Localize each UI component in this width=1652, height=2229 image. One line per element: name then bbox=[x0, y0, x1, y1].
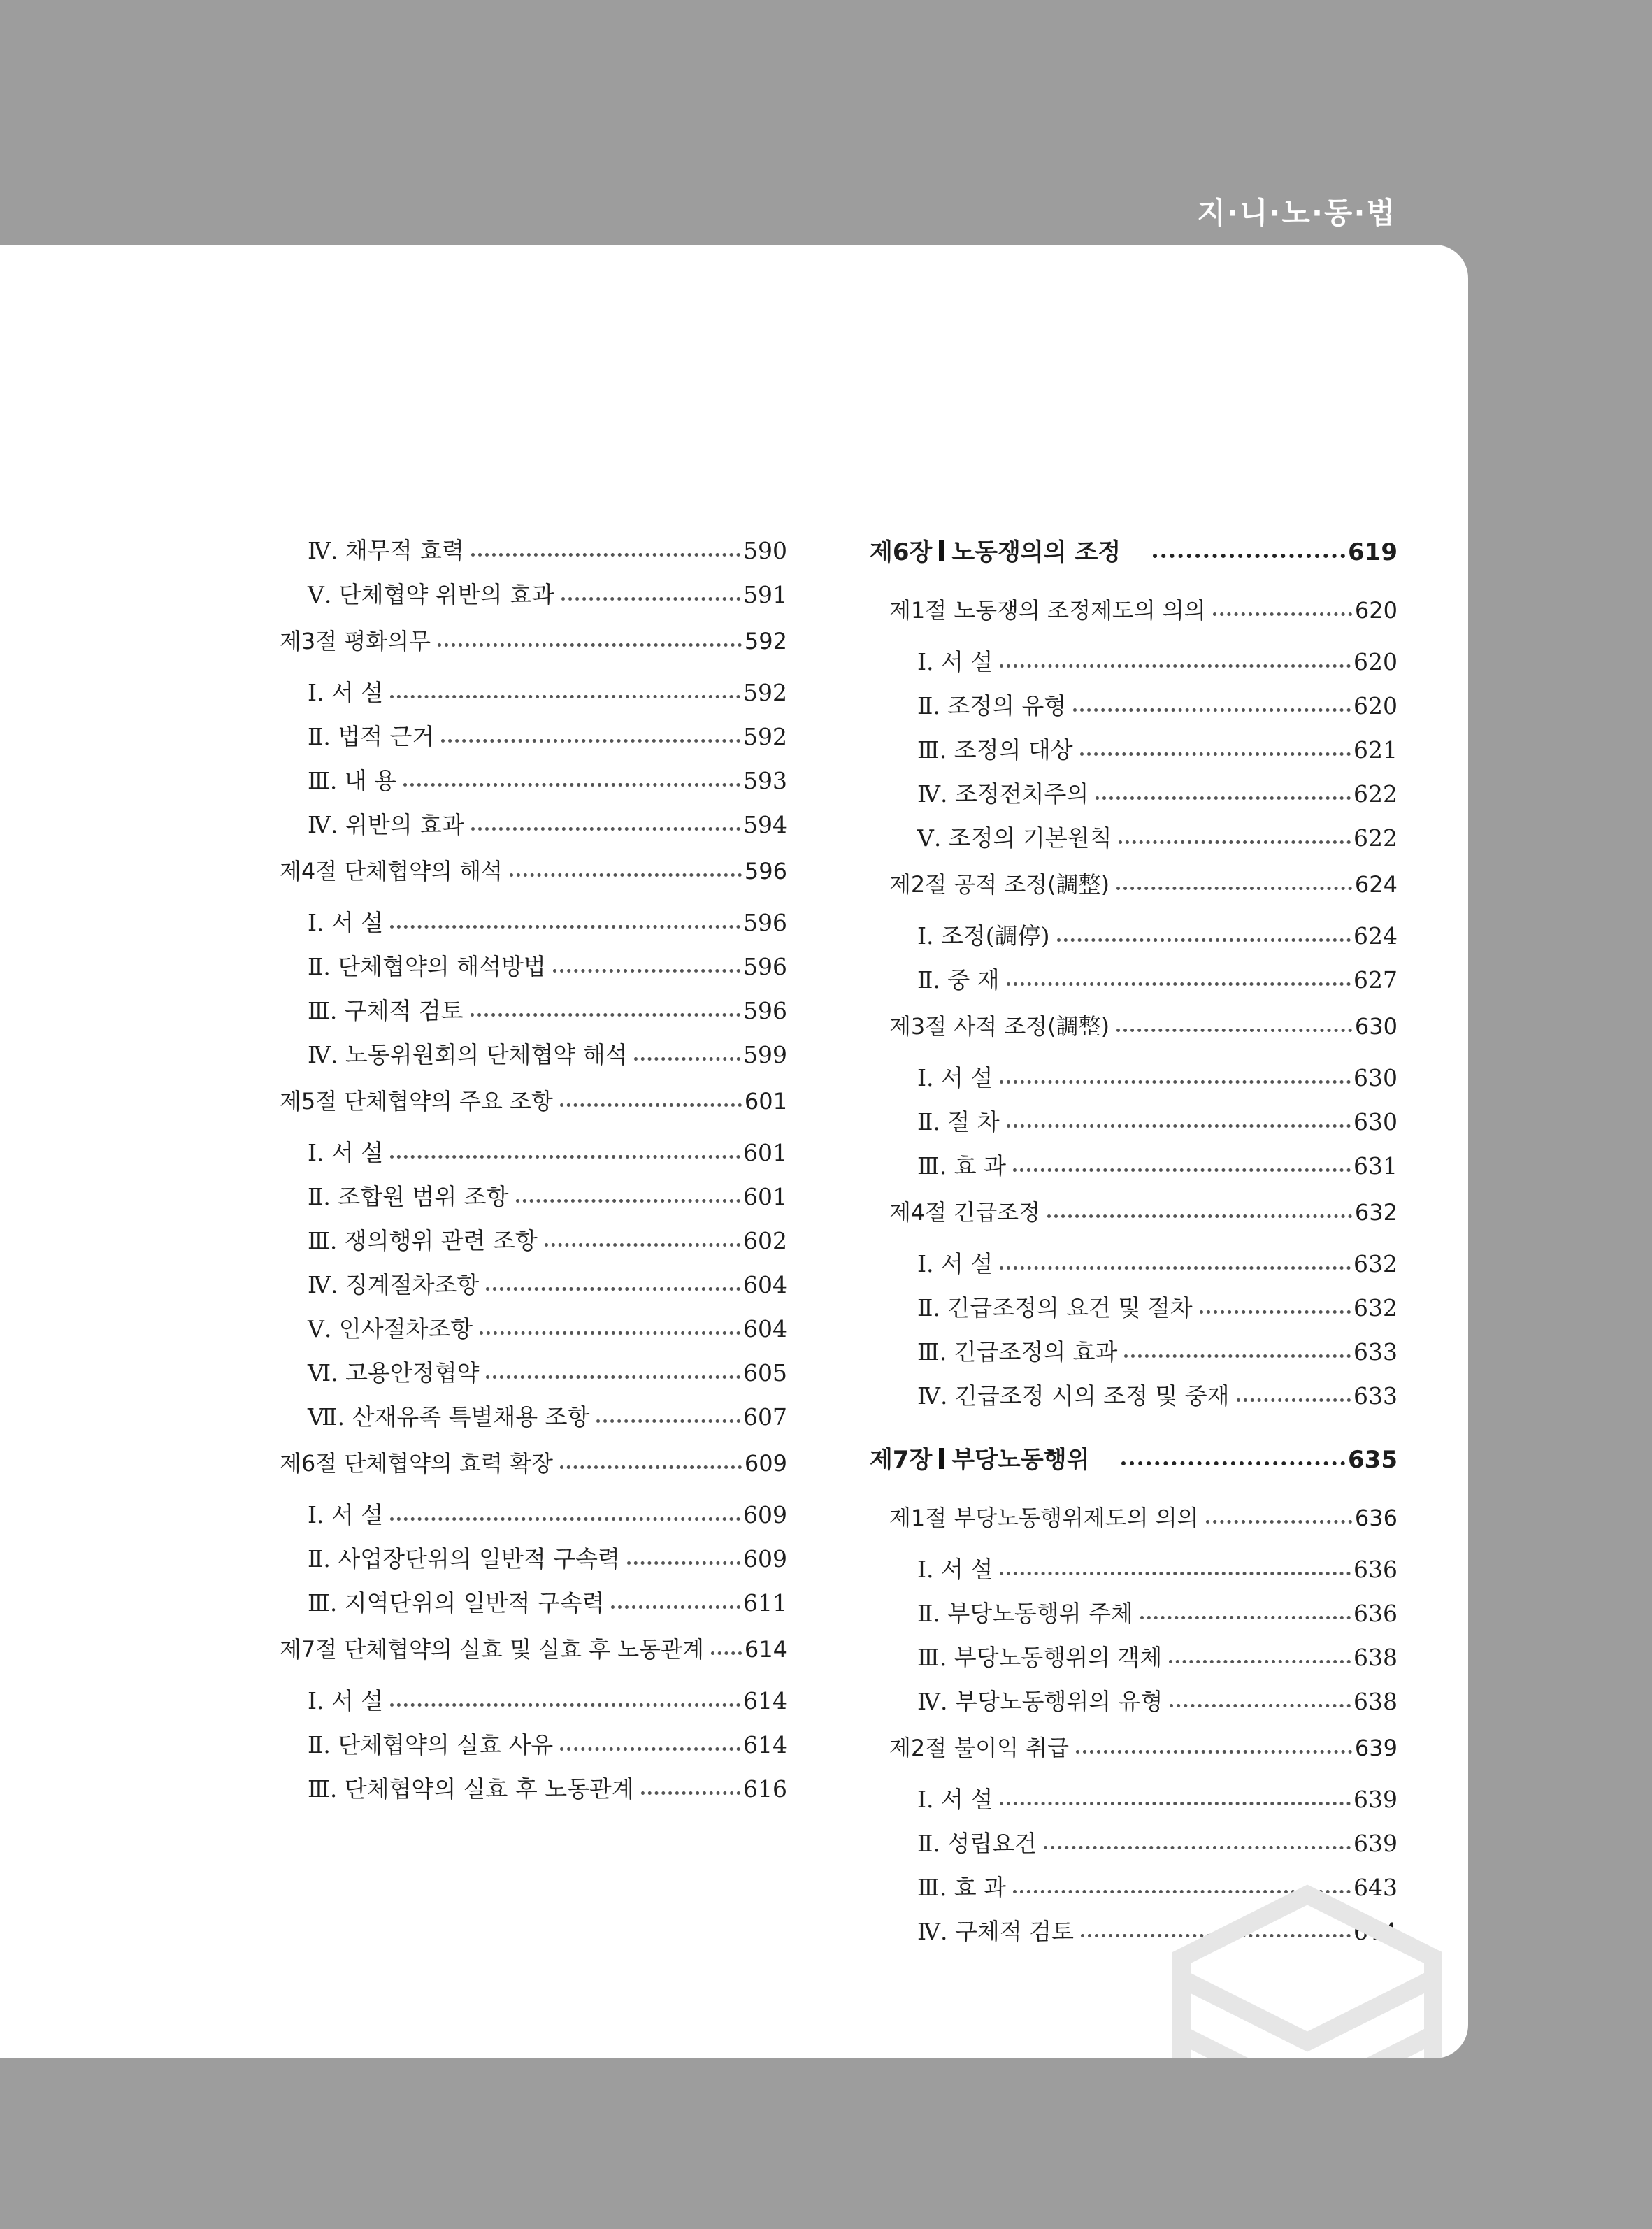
toc-subsection-entry bbox=[280, 1541, 787, 1585]
toc-section-entry bbox=[870, 1006, 1398, 1060]
entry-title: Ⅱ. 법적 근거 bbox=[308, 723, 435, 750]
toc-subsection-entry bbox=[870, 1826, 1398, 1870]
page-number: 630 bbox=[1353, 1064, 1398, 1091]
page-number: 638 bbox=[1353, 1644, 1398, 1671]
book-title: 지·니·노·동·법 bbox=[1197, 196, 1396, 230]
page-number: 614 bbox=[743, 1731, 787, 1758]
dot-leader bbox=[560, 1103, 742, 1107]
entry-title: 제7절 단체협약의 실효 및 실효 후 노동관계 bbox=[280, 1636, 704, 1663]
entry-title: Ⅰ. 서 설 bbox=[308, 1687, 384, 1714]
dot-leader bbox=[553, 968, 740, 973]
toc-subsection-entry bbox=[280, 675, 787, 719]
entry-title: 제2절 불이익 취급 bbox=[889, 1735, 1070, 1761]
toc-subsection-entry bbox=[870, 1551, 1398, 1596]
dot-leader bbox=[471, 1012, 740, 1017]
page-number: 620 bbox=[1354, 597, 1398, 624]
dot-leader bbox=[510, 873, 742, 877]
entry-title: 제1절 노동쟁의 조정제도의 의의 bbox=[889, 597, 1206, 624]
entry-title: Ⅴ. 인사절차조항 bbox=[308, 1315, 473, 1342]
page-number: 609 bbox=[743, 1545, 787, 1572]
toc-subsection-entry bbox=[870, 962, 1398, 1006]
toc-subsection-entry bbox=[280, 1179, 787, 1223]
toc-section-entry bbox=[870, 1498, 1398, 1551]
dot-leader bbox=[1044, 1845, 1351, 1849]
dot-leader bbox=[486, 1286, 740, 1291]
page-number: 592 bbox=[744, 628, 787, 654]
toc-subsection-entry bbox=[280, 807, 787, 851]
page-number: 596 bbox=[744, 858, 787, 884]
page-number: 594 bbox=[743, 811, 787, 838]
page-number: 643 bbox=[1353, 1874, 1398, 1901]
dot-leader bbox=[390, 694, 740, 698]
dot-leader bbox=[1096, 796, 1351, 800]
page-number: 602 bbox=[743, 1227, 787, 1254]
entry-title: Ⅲ. 긴급조정의 효과 bbox=[917, 1338, 1118, 1366]
page-number: 632 bbox=[1353, 1294, 1398, 1321]
dot-leader bbox=[1153, 553, 1345, 558]
chapter-title bbox=[870, 1440, 1093, 1475]
page-number: 631 bbox=[1353, 1152, 1398, 1180]
toc-subsection-entry bbox=[870, 776, 1398, 820]
dot-leader bbox=[1200, 1310, 1351, 1314]
toc-subsection-entry bbox=[280, 1037, 787, 1081]
dot-leader bbox=[711, 1651, 742, 1655]
toc-subsection-entry bbox=[280, 1497, 787, 1541]
page-number: 635 bbox=[1348, 1446, 1398, 1474]
page-number: 593 bbox=[743, 767, 787, 794]
entry-title: Ⅰ. 서 설 bbox=[308, 1139, 384, 1166]
toc-subsection-entry bbox=[870, 1684, 1398, 1728]
toc-subsection-entry bbox=[280, 1683, 787, 1727]
toc-subsection-entry bbox=[870, 688, 1398, 732]
dot-leader bbox=[1000, 1801, 1351, 1805]
page-number: 616 bbox=[743, 1775, 787, 1802]
chapter-bar-icon bbox=[939, 1448, 944, 1469]
page-number: 636 bbox=[1354, 1505, 1398, 1531]
page-number: 601 bbox=[744, 1088, 787, 1114]
page-number: 633 bbox=[1353, 1338, 1398, 1366]
entry-title: Ⅲ. 단체협약의 실효 후 노동관계 bbox=[308, 1775, 634, 1802]
page-number: 604 bbox=[743, 1315, 787, 1342]
toc-subsection-entry bbox=[280, 1355, 787, 1399]
dot-leader bbox=[1121, 1461, 1345, 1465]
toc-subsection-entry bbox=[870, 820, 1398, 864]
page-number: 592 bbox=[743, 679, 787, 706]
dot-leader bbox=[403, 782, 740, 787]
dot-leader bbox=[1013, 1168, 1351, 1172]
dot-leader bbox=[1047, 1214, 1352, 1218]
toc-section-entry bbox=[870, 590, 1398, 644]
chapter-title bbox=[870, 533, 1125, 567]
page-number: 592 bbox=[743, 723, 787, 750]
toc-subsection-entry bbox=[280, 905, 787, 949]
entry-title: 제1절 부당노동행위제도의 의의 bbox=[889, 1505, 1199, 1531]
dot-leader bbox=[390, 1517, 740, 1521]
entry-title: Ⅱ. 절 차 bbox=[917, 1108, 1000, 1135]
entry-title: 제3절 평화의무 bbox=[280, 628, 431, 654]
chapter-number: 제6장 bbox=[870, 538, 933, 566]
page-number: 639 bbox=[1353, 1786, 1398, 1813]
cube-watermark-icon bbox=[1161, 1881, 1454, 2058]
toc-section-entry bbox=[870, 864, 1398, 918]
entry-title: Ⅳ. 구체적 검토 bbox=[917, 1918, 1074, 1945]
entry-title: Ⅰ. 서 설 bbox=[308, 909, 384, 936]
dot-leader bbox=[545, 1242, 740, 1247]
dot-leader bbox=[1000, 1266, 1351, 1270]
entry-title: Ⅱ. 단체협약의 해석방법 bbox=[308, 953, 546, 980]
entry-title: 제4절 단체협약의 해석 bbox=[280, 858, 503, 884]
dot-leader bbox=[390, 924, 740, 929]
entry-title: Ⅳ. 조정전치주의 bbox=[917, 780, 1089, 808]
entry-title: Ⅰ. 서 설 bbox=[917, 648, 993, 675]
page-number: 632 bbox=[1354, 1199, 1398, 1226]
page-number: 636 bbox=[1353, 1600, 1398, 1627]
entry-title: Ⅴ. 조정의 기본원칙 bbox=[917, 824, 1112, 852]
page-number: 596 bbox=[743, 997, 787, 1024]
entry-title: Ⅱ. 부당노동행위 주체 bbox=[917, 1600, 1133, 1627]
toc-section-entry bbox=[280, 851, 787, 905]
dot-leader bbox=[471, 826, 740, 831]
entry-title: Ⅲ. 구체적 검토 bbox=[308, 997, 464, 1024]
page-number: 624 bbox=[1353, 922, 1398, 949]
page-number: 611 bbox=[743, 1589, 787, 1617]
chapter-label: 부당노동행위 bbox=[951, 1446, 1090, 1474]
entry-title: Ⅳ. 노동위원회의 단체협약 해석 bbox=[308, 1041, 628, 1068]
toc-subsection-entry bbox=[280, 1585, 787, 1629]
toc-subsection-entry bbox=[870, 1148, 1398, 1192]
page-number: 622 bbox=[1353, 780, 1398, 808]
page-number: 599 bbox=[743, 1041, 787, 1068]
entry-title: Ⅶ. 산재유족 특별채용 조항 bbox=[308, 1403, 590, 1431]
toc-subsection-entry bbox=[280, 1267, 787, 1311]
entry-title: Ⅵ. 고용안정협약 bbox=[308, 1359, 480, 1386]
entry-title: Ⅱ. 성립요건 bbox=[917, 1830, 1037, 1857]
dot-leader bbox=[516, 1198, 740, 1203]
dot-leader bbox=[1000, 664, 1351, 668]
entry-title: Ⅰ. 서 설 bbox=[308, 679, 384, 706]
dot-leader bbox=[471, 552, 740, 557]
dot-leader bbox=[1140, 1615, 1351, 1619]
dot-leader bbox=[486, 1375, 740, 1379]
toc-subsection-entry bbox=[870, 1378, 1398, 1422]
entry-title: Ⅱ. 조합원 범위 조항 bbox=[308, 1183, 509, 1210]
toc-subsection-entry bbox=[870, 1060, 1398, 1104]
toc-subsection-entry bbox=[280, 719, 787, 763]
dot-leader bbox=[1000, 1571, 1351, 1575]
toc-subsection-entry bbox=[870, 732, 1398, 776]
dot-leader bbox=[561, 596, 740, 601]
entry-title: Ⅴ. 단체협약 위반의 효과 bbox=[308, 581, 554, 608]
toc-subsection-entry bbox=[280, 577, 787, 621]
entry-title: Ⅲ. 부당노동행위의 객체 bbox=[917, 1644, 1163, 1671]
page-number: 601 bbox=[743, 1139, 787, 1166]
toc-section-entry bbox=[280, 1443, 787, 1497]
page-number: 604 bbox=[743, 1271, 787, 1298]
page-number: 607 bbox=[743, 1403, 787, 1431]
entry-title: 제3절 사적 조정(調整) bbox=[889, 1013, 1110, 1040]
entry-title: Ⅱ. 단체협약의 실효 사유 bbox=[308, 1731, 554, 1758]
toc-right-column bbox=[870, 533, 1398, 1958]
entry-title: Ⅱ. 긴급조정의 요건 및 절차 bbox=[917, 1294, 1193, 1321]
dot-leader bbox=[627, 1561, 740, 1565]
page-number: 636 bbox=[1353, 1556, 1398, 1583]
toc-subsection-entry bbox=[280, 1311, 787, 1355]
dot-leader bbox=[1170, 1703, 1351, 1707]
toc-subsection-entry bbox=[870, 1640, 1398, 1684]
toc-subsection-entry bbox=[870, 644, 1398, 688]
entry-title: Ⅱ. 중 재 bbox=[917, 966, 1000, 994]
entry-title: 제6절 단체협약의 효력 확장 bbox=[280, 1450, 553, 1477]
toc-subsection-entry bbox=[870, 1782, 1398, 1826]
page-number: 639 bbox=[1353, 1830, 1398, 1857]
page-number: 614 bbox=[744, 1636, 787, 1663]
toc-section-entry bbox=[870, 1728, 1398, 1782]
page-number: 627 bbox=[1353, 966, 1398, 994]
dot-leader bbox=[641, 1791, 740, 1795]
toc-subsection-entry bbox=[280, 533, 787, 577]
entry-title: Ⅰ. 서 설 bbox=[917, 1556, 993, 1583]
page-number: 633 bbox=[1353, 1382, 1398, 1410]
dot-leader bbox=[1206, 1519, 1352, 1524]
entry-title: Ⅰ. 조정(調停) bbox=[917, 922, 1050, 949]
dot-leader bbox=[438, 643, 742, 647]
entry-title: Ⅰ. 서 설 bbox=[308, 1501, 384, 1528]
toc-left-column bbox=[280, 533, 787, 1815]
page-number: 630 bbox=[1354, 1013, 1398, 1040]
page-number: 609 bbox=[743, 1501, 787, 1528]
dot-leader bbox=[441, 738, 740, 743]
entry-title: Ⅲ. 쟁의행위 관련 조항 bbox=[308, 1227, 538, 1254]
toc-subsection-entry bbox=[870, 1246, 1398, 1290]
dot-leader bbox=[1169, 1659, 1351, 1663]
page-number: 638 bbox=[1353, 1688, 1398, 1715]
page-number: 596 bbox=[743, 909, 787, 936]
toc-subsection-entry bbox=[870, 1334, 1398, 1378]
page-number: 632 bbox=[1353, 1250, 1398, 1277]
toc-subsection-entry bbox=[280, 993, 787, 1037]
entry-title: Ⅳ. 긴급조정 시의 조정 및 중재 bbox=[917, 1382, 1230, 1410]
dot-leader bbox=[1007, 1124, 1351, 1128]
chapter-number: 제7장 bbox=[870, 1446, 933, 1474]
entry-title: Ⅱ. 사업장단위의 일반적 구속력 bbox=[308, 1545, 620, 1572]
toc-subsection-entry bbox=[870, 1596, 1398, 1640]
page-number: 609 bbox=[744, 1450, 787, 1477]
page-number: 620 bbox=[1353, 648, 1398, 675]
page-number: 601 bbox=[743, 1183, 787, 1210]
toc-subsection-entry bbox=[280, 1223, 787, 1267]
entry-title: Ⅲ. 지역단위의 일반적 구속력 bbox=[308, 1589, 605, 1617]
toc-subsection-entry bbox=[280, 949, 787, 993]
dot-leader bbox=[390, 1154, 740, 1159]
page-number: 590 bbox=[743, 537, 787, 564]
page-number: 596 bbox=[743, 953, 787, 980]
dot-leader bbox=[1116, 1028, 1352, 1032]
entry-title: Ⅰ. 서 설 bbox=[917, 1250, 993, 1277]
page-number: 605 bbox=[743, 1359, 787, 1386]
entry-title: 제2절 공적 조정(調整) bbox=[889, 871, 1110, 898]
toc-subsection-entry bbox=[870, 918, 1398, 962]
toc-subsection-entry bbox=[280, 763, 787, 807]
page-number: 644 bbox=[1353, 1918, 1398, 1945]
dot-leader bbox=[1076, 1749, 1352, 1754]
page-number: 619 bbox=[1348, 538, 1398, 566]
toc-subsection-entry bbox=[280, 1727, 787, 1771]
page-number: 621 bbox=[1353, 736, 1398, 764]
entry-title: Ⅳ. 부당노동행위의 유형 bbox=[917, 1688, 1163, 1715]
dot-leader bbox=[1119, 840, 1351, 844]
entry-title: Ⅲ. 조정의 대상 bbox=[917, 736, 1073, 764]
toc-section-entry bbox=[280, 1629, 787, 1683]
entry-title: Ⅱ. 조정의 유형 bbox=[917, 692, 1067, 719]
dot-leader bbox=[560, 1465, 742, 1469]
entry-title: Ⅳ. 채무적 효력 bbox=[308, 537, 464, 564]
dot-leader bbox=[1116, 886, 1352, 890]
entry-title: Ⅰ. 서 설 bbox=[917, 1064, 993, 1091]
dot-leader bbox=[1057, 938, 1351, 942]
dot-leader bbox=[1213, 612, 1352, 616]
dot-leader bbox=[634, 1056, 740, 1061]
dot-leader bbox=[1073, 708, 1351, 712]
chapter-label: 노동쟁의의 조정 bbox=[951, 538, 1121, 566]
toc-section-entry bbox=[870, 1192, 1398, 1246]
toc-chapter-entry bbox=[870, 1440, 1398, 1498]
toc-section-entry bbox=[280, 621, 787, 675]
toc-subsection-entry bbox=[870, 1104, 1398, 1148]
page-number: 620 bbox=[1353, 692, 1398, 719]
toc-subsection-entry bbox=[280, 1771, 787, 1815]
entry-title: Ⅲ. 효 과 bbox=[917, 1874, 1007, 1901]
toc-subsection-entry bbox=[280, 1399, 787, 1443]
entry-title: Ⅲ. 효 과 bbox=[917, 1152, 1007, 1180]
dot-leader bbox=[480, 1331, 740, 1335]
page-number: 614 bbox=[743, 1687, 787, 1714]
toc-section-entry bbox=[280, 1081, 787, 1135]
chapter-bar-icon bbox=[939, 540, 944, 561]
dot-leader bbox=[611, 1605, 740, 1609]
page-number: 630 bbox=[1353, 1108, 1398, 1135]
dot-leader bbox=[560, 1747, 740, 1751]
toc-chapter-entry bbox=[870, 533, 1398, 590]
entry-title: Ⅳ. 위반의 효과 bbox=[308, 811, 464, 838]
dot-leader bbox=[1237, 1398, 1351, 1402]
entry-title: Ⅰ. 서 설 bbox=[917, 1786, 993, 1813]
entry-title: 제4절 긴급조정 bbox=[889, 1199, 1041, 1226]
entry-title: 제5절 단체협약의 주요 조항 bbox=[280, 1088, 553, 1114]
dot-leader bbox=[1124, 1354, 1351, 1358]
dot-leader bbox=[1080, 752, 1351, 756]
dot-leader bbox=[1007, 982, 1351, 986]
page-number: 591 bbox=[743, 581, 787, 608]
dot-leader bbox=[1000, 1080, 1351, 1084]
toc-subsection-entry bbox=[280, 1135, 787, 1179]
dot-leader bbox=[596, 1419, 740, 1423]
page-number: 639 bbox=[1354, 1735, 1398, 1761]
page-number: 622 bbox=[1353, 824, 1398, 852]
entry-title: Ⅲ. 내 용 bbox=[308, 767, 397, 794]
page-number: 624 bbox=[1354, 871, 1398, 898]
toc-subsection-entry bbox=[870, 1290, 1398, 1334]
dot-leader bbox=[390, 1703, 740, 1707]
entry-title: Ⅳ. 징계절차조항 bbox=[308, 1271, 480, 1298]
